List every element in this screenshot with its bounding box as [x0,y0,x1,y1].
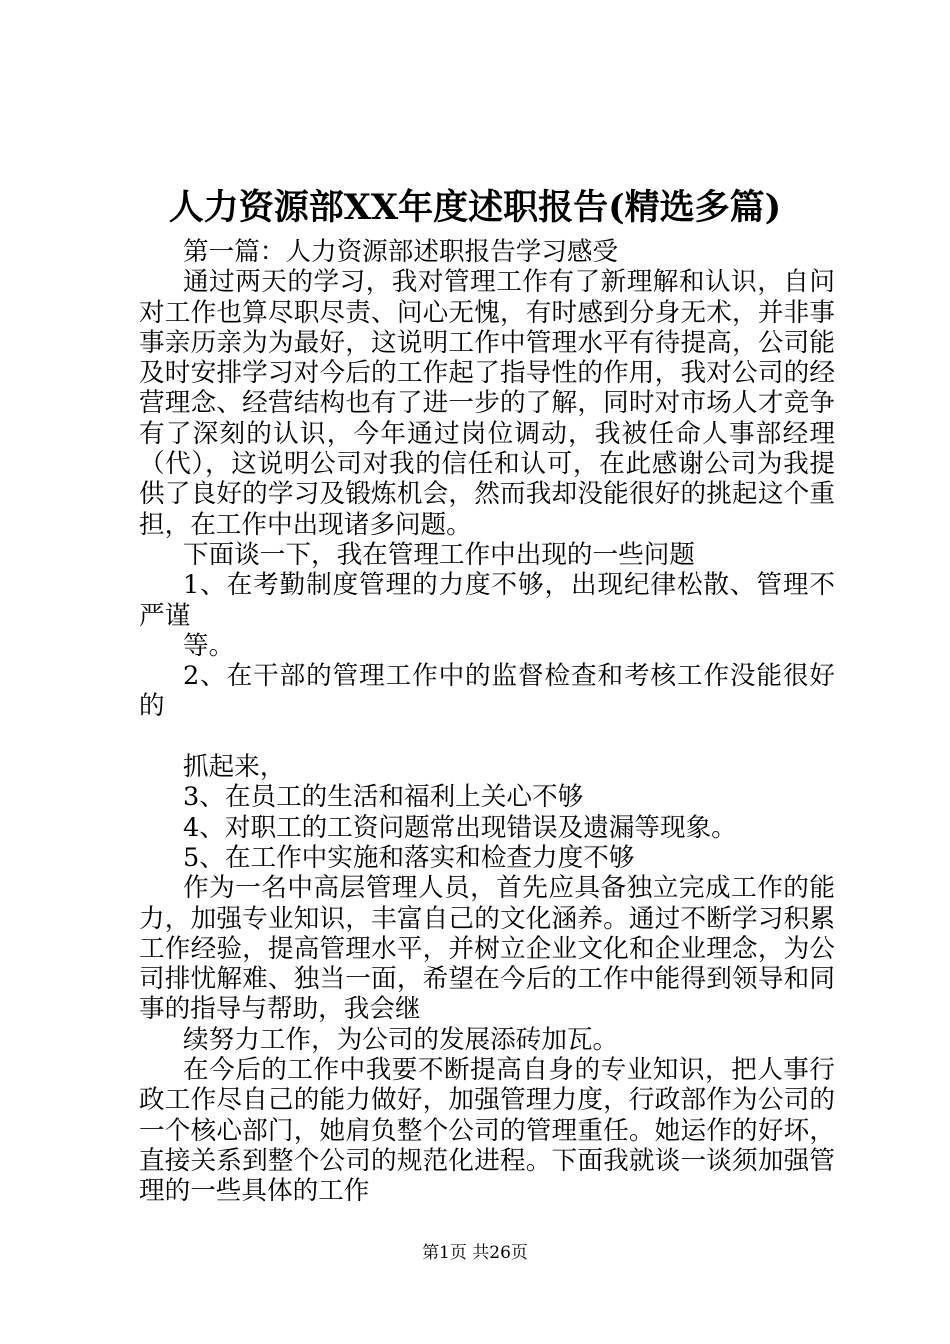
document-body [139,237,835,1207]
page-number: 第1页 共26页 [422,1243,528,1263]
paragraph: 下面谈一下，我在管理工作中出现的一些问题 [183,539,695,570]
list-item-continuation: 抓起来， [183,752,286,783]
list-item: 4、对职工的工资问题常出现错误及遗漏等现象。 [183,812,737,843]
paragraph: 作为一名中高层管理人员，首先应具备独立完成工作的能力，加强专业知识，丰富自己的文化涵养。通过不断学习积累工作经验，提高管理水平，并树立企业文化和企业理念，为公司排忧解难、独当一面，希望在今后的工作中能得到领导和同事的指导与帮助，我会继 [139,873,835,1025]
blank-line [139,722,835,752]
list-item: 2、在干部的管理工作中的监督检查和考核工作没能很好的 [139,661,835,722]
list-item: 1、在考勤制度管理的力度不够，出现纪律松散、管理不严谨 [139,570,835,631]
list-item: 5、在工作中实施和落实和检查力度不够 [183,842,635,873]
paragraph-continuation: 续努力工作，为公司的发展添砖加瓦。 [183,1024,619,1055]
list-item-continuation: 等。 [183,630,235,661]
paragraph: 在今后的工作中我要不断提高自身的专业知识，把人事行政工作尽自己的能力做好，加强管理力度，行政部作为公司的一个核心部门，她肩负整个公司的管理重任。她运作的好坏，直接关系到整个公司的规范化进程。下面我就谈一谈须加强管理的一些具体的工作 [139,1055,835,1207]
document-title: 人力资源部XX年度述职报告(精选多篇) [168,187,782,228]
list-item: 3、在员工的生活和福利上关心不够 [183,782,584,813]
paragraph: 通过两天的学习，我对管理工作有了新理解和认识，自问对工作也算尽职尽责、问心无愧，有时感到分身无术，并非事事亲历亲为为最好，这说明工作中管理水平有待提高，公司能及时安排学习对今后的工作起了指导性的作用，我对公司的经营理念、经营结构也有了进一步的了解，同时对市场人才竞争有了深刻的认识，今年通过岗位调动，我被任命人事部经理（代），这说明公司对我的信任和认可，在此感谢公司为我提供了良好的学习及锻炼机会，然而我却没能很好的挑起这个重担，在工作中出现诸多问题。 [139,267,835,540]
section-heading: 第一篇：人力资源部述职报告学习感受 [183,237,619,267]
